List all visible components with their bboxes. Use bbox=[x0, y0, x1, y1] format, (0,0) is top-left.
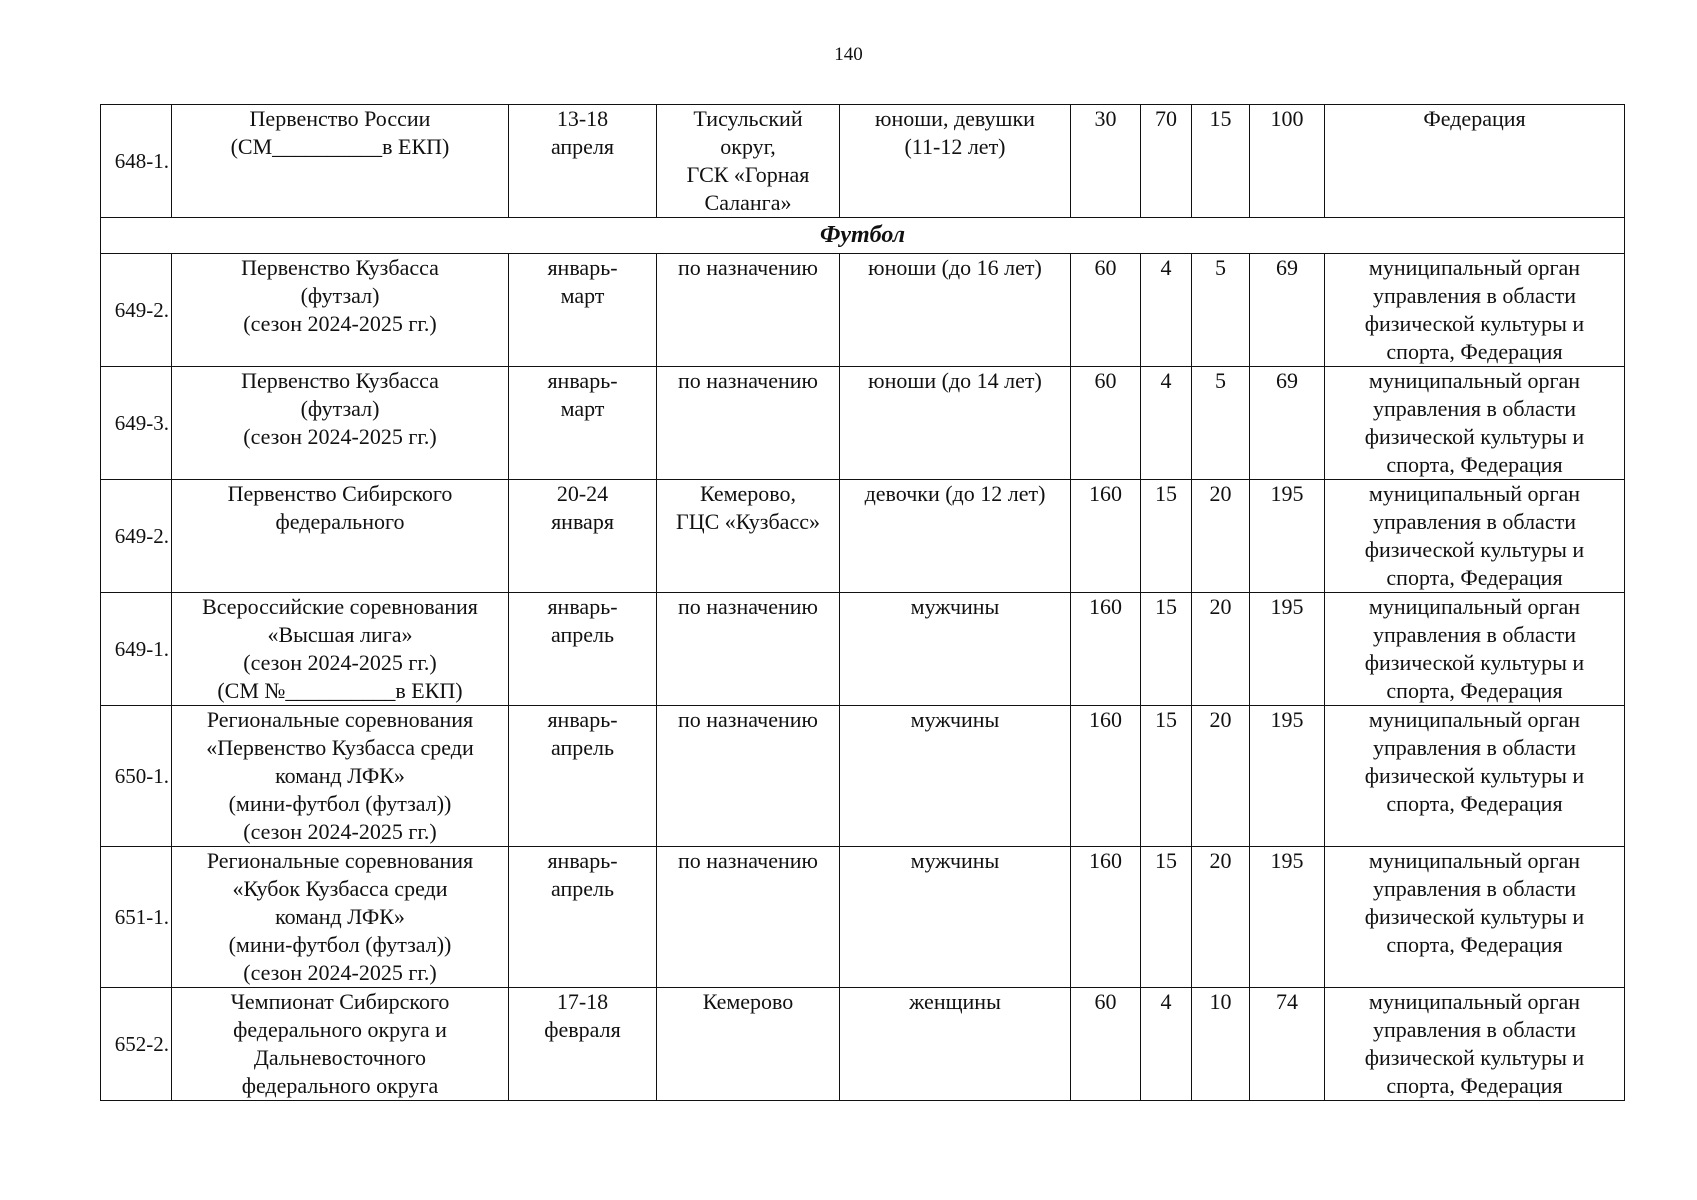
cell-line: ГСК «Горная bbox=[686, 162, 810, 187]
table-row bbox=[101, 254, 1625, 367]
cell-c1: 60 bbox=[1071, 367, 1141, 480]
cell-line: управления в области bbox=[1373, 735, 1576, 760]
cell-line: физической культуры и bbox=[1364, 763, 1585, 788]
cell-line: юноши (до 14 лет) bbox=[868, 368, 1042, 393]
cell-dates bbox=[509, 480, 657, 593]
cell-line: Саланга» bbox=[704, 190, 792, 215]
cell-total: 69 bbox=[1250, 367, 1325, 480]
cell-line: января bbox=[551, 509, 614, 534]
table-row bbox=[101, 847, 1625, 988]
cell-line: муниципальный орган bbox=[1368, 594, 1581, 619]
cell-c3: 5 bbox=[1192, 254, 1250, 367]
cell-line: (11-12 лет) bbox=[904, 134, 1006, 159]
cell-line: 17-18 bbox=[556, 989, 609, 1014]
cell-c1: 30 bbox=[1071, 105, 1141, 218]
cell-line: округ, bbox=[720, 134, 776, 159]
cell-place bbox=[657, 105, 840, 218]
cell-c3: 15 bbox=[1192, 105, 1250, 218]
cell-num: 651-1. bbox=[101, 847, 172, 988]
cell-line: (сезон 2024-2025 гг.) bbox=[243, 960, 437, 985]
cell-line: апреля bbox=[550, 134, 615, 159]
cell-line: спорта, Федерация bbox=[1386, 565, 1563, 590]
cell-line: команд ЛФК» bbox=[275, 904, 405, 929]
cell-total: 195 bbox=[1250, 706, 1325, 847]
cell-line: физической культуры и bbox=[1364, 424, 1585, 449]
cell-group bbox=[840, 847, 1071, 988]
cell-line: Кемерово bbox=[702, 989, 794, 1014]
cell-line: «Первенство Кузбасса среди bbox=[206, 735, 474, 760]
cell-line: управления в области bbox=[1373, 509, 1576, 534]
cell-c1: 60 bbox=[1071, 988, 1141, 1101]
cell-place bbox=[657, 367, 840, 480]
cell-place bbox=[657, 254, 840, 367]
cell-org bbox=[1325, 367, 1625, 480]
cell-line: (футзал) bbox=[300, 396, 380, 421]
cell-line: физической культуры и bbox=[1364, 311, 1585, 336]
cell-line: по назначению bbox=[678, 368, 818, 393]
cell-line: Первенство Сибирского bbox=[227, 481, 453, 506]
cell-line: январь- bbox=[547, 848, 618, 873]
cell-c3: 20 bbox=[1192, 847, 1250, 988]
cell-line: по назначению bbox=[678, 848, 818, 873]
cell-name bbox=[172, 593, 509, 706]
cell-line: спорта, Федерация bbox=[1386, 1073, 1563, 1098]
table-row bbox=[101, 480, 1625, 593]
cell-c2: 15 bbox=[1141, 706, 1192, 847]
cell-name bbox=[172, 254, 509, 367]
table-row bbox=[101, 706, 1625, 847]
cell-line: по назначению bbox=[678, 255, 818, 280]
cell-dates bbox=[509, 105, 657, 218]
cell-name bbox=[172, 988, 509, 1101]
cell-line: (мини-футбол (футзал)) bbox=[228, 791, 452, 816]
cell-total: 195 bbox=[1250, 480, 1325, 593]
cell-total: 195 bbox=[1250, 593, 1325, 706]
cell-name bbox=[172, 847, 509, 988]
cell-group bbox=[840, 367, 1071, 480]
cell-line: муниципальный орган bbox=[1368, 848, 1581, 873]
cell-org bbox=[1325, 988, 1625, 1101]
cell-c2: 4 bbox=[1141, 988, 1192, 1101]
cell-line: юноши, девушки bbox=[875, 106, 1035, 131]
cell-line: (сезон 2024-2025 гг.) bbox=[243, 650, 437, 675]
cell-line: спорта, Федерация bbox=[1386, 678, 1563, 703]
cell-line: март bbox=[560, 283, 605, 308]
cell-line: девочки (до 12 лет) bbox=[864, 481, 1046, 506]
cell-group bbox=[840, 254, 1071, 367]
cell-num: 648-1. bbox=[101, 105, 172, 218]
cell-line: по назначению bbox=[678, 707, 818, 732]
page-number: 140 bbox=[834, 44, 863, 65]
cell-line: муниципальный орган bbox=[1368, 368, 1581, 393]
cell-line: Региональные соревнования bbox=[206, 707, 474, 732]
table-row bbox=[101, 593, 1625, 706]
cell-line: федерального bbox=[275, 509, 405, 534]
cell-line: февраля bbox=[544, 1017, 621, 1042]
cell-line: управления в области bbox=[1373, 876, 1576, 901]
cell-org bbox=[1325, 847, 1625, 988]
cell-line: «Высшая лига» bbox=[267, 622, 413, 647]
cell-line: женщины bbox=[909, 989, 1001, 1014]
cell-line: (СМ__________в ЕКП) bbox=[230, 134, 450, 159]
cell-num: 649-2. bbox=[101, 254, 172, 367]
cell-line: Кемерово, bbox=[699, 481, 797, 506]
cell-line: Первенство Кузбасса bbox=[241, 255, 439, 280]
cell-line: мужчины bbox=[910, 848, 1000, 873]
cell-line: спорта, Федерация bbox=[1386, 932, 1563, 957]
cell-org bbox=[1325, 480, 1625, 593]
cell-place bbox=[657, 706, 840, 847]
cell-line: управления в области bbox=[1373, 1017, 1576, 1042]
cell-num: 649-1. bbox=[101, 593, 172, 706]
cell-line: апрель bbox=[550, 735, 615, 760]
cell-org bbox=[1325, 254, 1625, 367]
table-row bbox=[101, 988, 1625, 1101]
cell-line: мужчины bbox=[910, 707, 1000, 732]
cell-c3: 5 bbox=[1192, 367, 1250, 480]
cell-group bbox=[840, 480, 1071, 593]
cell-line: по назначению bbox=[678, 594, 818, 619]
cell-place bbox=[657, 593, 840, 706]
cell-c2: 4 bbox=[1141, 367, 1192, 480]
cell-num: 649-3. bbox=[101, 367, 172, 480]
cell-group bbox=[840, 988, 1071, 1101]
cell-c3: 20 bbox=[1192, 480, 1250, 593]
cell-line: апрель bbox=[550, 876, 615, 901]
cell-group bbox=[840, 706, 1071, 847]
cell-c1: 160 bbox=[1071, 847, 1141, 988]
cell-dates bbox=[509, 593, 657, 706]
cell-group bbox=[840, 593, 1071, 706]
cell-line: 20-24 bbox=[556, 481, 609, 506]
cell-line: (сезон 2024-2025 гг.) bbox=[243, 424, 437, 449]
cell-line: апрель bbox=[550, 622, 615, 647]
table-row bbox=[101, 105, 1625, 218]
cell-total: 69 bbox=[1250, 254, 1325, 367]
cell-line: спорта, Федерация bbox=[1386, 452, 1563, 477]
cell-num: 650-1. bbox=[101, 706, 172, 847]
cell-name bbox=[172, 367, 509, 480]
cell-line: (сезон 2024-2025 гг.) bbox=[243, 311, 437, 336]
cell-line: Региональные соревнования bbox=[206, 848, 474, 873]
cell-c2: 70 bbox=[1141, 105, 1192, 218]
cell-c1: 160 bbox=[1071, 706, 1141, 847]
cell-c1: 160 bbox=[1071, 480, 1141, 593]
cell-num: 649-2. bbox=[101, 480, 172, 593]
cell-place bbox=[657, 988, 840, 1101]
cell-line: федерального округа и bbox=[233, 1017, 447, 1042]
cell-line: физической культуры и bbox=[1364, 1045, 1585, 1070]
cell-line: январь- bbox=[547, 594, 618, 619]
cell-c1: 160 bbox=[1071, 593, 1141, 706]
cell-line: январь- bbox=[547, 707, 618, 732]
cell-c2: 15 bbox=[1141, 847, 1192, 988]
cell-line: Первенство Кузбасса bbox=[241, 368, 439, 393]
cell-dates bbox=[509, 367, 657, 480]
cell-group bbox=[840, 105, 1071, 218]
cell-c3: 20 bbox=[1192, 593, 1250, 706]
cell-name bbox=[172, 480, 509, 593]
cell-line: Всероссийские соревнования bbox=[202, 594, 478, 619]
cell-line: федерального округа bbox=[241, 1073, 439, 1098]
cell-place bbox=[657, 480, 840, 593]
cell-c3: 10 bbox=[1192, 988, 1250, 1101]
cell-line: март bbox=[560, 396, 605, 421]
cell-total: 74 bbox=[1250, 988, 1325, 1101]
cell-line: муниципальный орган bbox=[1368, 255, 1581, 280]
cell-place bbox=[657, 847, 840, 988]
cell-line: Дальневосточного bbox=[253, 1045, 427, 1070]
cell-line: (мини-футбол (футзал)) bbox=[228, 932, 452, 957]
table-row bbox=[101, 367, 1625, 480]
cell-line: команд ЛФК» bbox=[275, 763, 405, 788]
cell-line: управления в области bbox=[1373, 622, 1576, 647]
cell-line: 13-18 bbox=[556, 106, 609, 131]
cell-org bbox=[1325, 706, 1625, 847]
cell-total: 195 bbox=[1250, 847, 1325, 988]
cell-line: мужчины bbox=[910, 594, 1000, 619]
cell-line: спорта, Федерация bbox=[1386, 791, 1563, 816]
section-title: Футбол bbox=[101, 218, 1625, 254]
events-table bbox=[100, 104, 1625, 1101]
cell-line: управления в области bbox=[1373, 396, 1576, 421]
cell-line: ГЦС «Кузбасс» bbox=[676, 509, 820, 534]
cell-line: муниципальный орган bbox=[1368, 989, 1581, 1014]
cell-c2: 4 bbox=[1141, 254, 1192, 367]
cell-line: физической культуры и bbox=[1364, 537, 1585, 562]
cell-dates bbox=[509, 254, 657, 367]
cell-total: 100 bbox=[1250, 105, 1325, 218]
section-row bbox=[101, 218, 1625, 254]
table-body bbox=[101, 105, 1625, 1101]
cell-line: Чемпионат Сибирского bbox=[230, 989, 450, 1014]
cell-num: 652-2. bbox=[101, 988, 172, 1101]
cell-line: физической культуры и bbox=[1364, 904, 1585, 929]
cell-line: «Кубок Кузбасса среди bbox=[232, 876, 448, 901]
cell-line: юноши (до 16 лет) bbox=[868, 255, 1042, 280]
cell-dates bbox=[509, 706, 657, 847]
cell-line: муниципальный орган bbox=[1368, 481, 1581, 506]
cell-c3: 20 bbox=[1192, 706, 1250, 847]
cell-line: управления в области bbox=[1373, 283, 1576, 308]
cell-line: Федерация bbox=[1423, 106, 1526, 131]
cell-line: январь- bbox=[547, 368, 618, 393]
cell-c2: 15 bbox=[1141, 593, 1192, 706]
cell-line: (сезон 2024-2025 гг.) bbox=[243, 819, 437, 844]
cell-c2: 15 bbox=[1141, 480, 1192, 593]
cell-dates bbox=[509, 847, 657, 988]
cell-name bbox=[172, 706, 509, 847]
cell-dates bbox=[509, 988, 657, 1101]
cell-c1: 60 bbox=[1071, 254, 1141, 367]
cell-name bbox=[172, 105, 509, 218]
cell-line: Первенство России bbox=[249, 106, 431, 131]
cell-line: январь- bbox=[547, 255, 618, 280]
cell-org bbox=[1325, 593, 1625, 706]
cell-line: (СМ №__________в ЕКП) bbox=[217, 678, 463, 703]
cell-line: физической культуры и bbox=[1364, 650, 1585, 675]
cell-line: муниципальный орган bbox=[1368, 707, 1581, 732]
cell-org bbox=[1325, 105, 1625, 218]
cell-line: спорта, Федерация bbox=[1386, 339, 1563, 364]
cell-line: Тисульский bbox=[693, 106, 803, 131]
cell-line: (футзал) bbox=[300, 283, 380, 308]
